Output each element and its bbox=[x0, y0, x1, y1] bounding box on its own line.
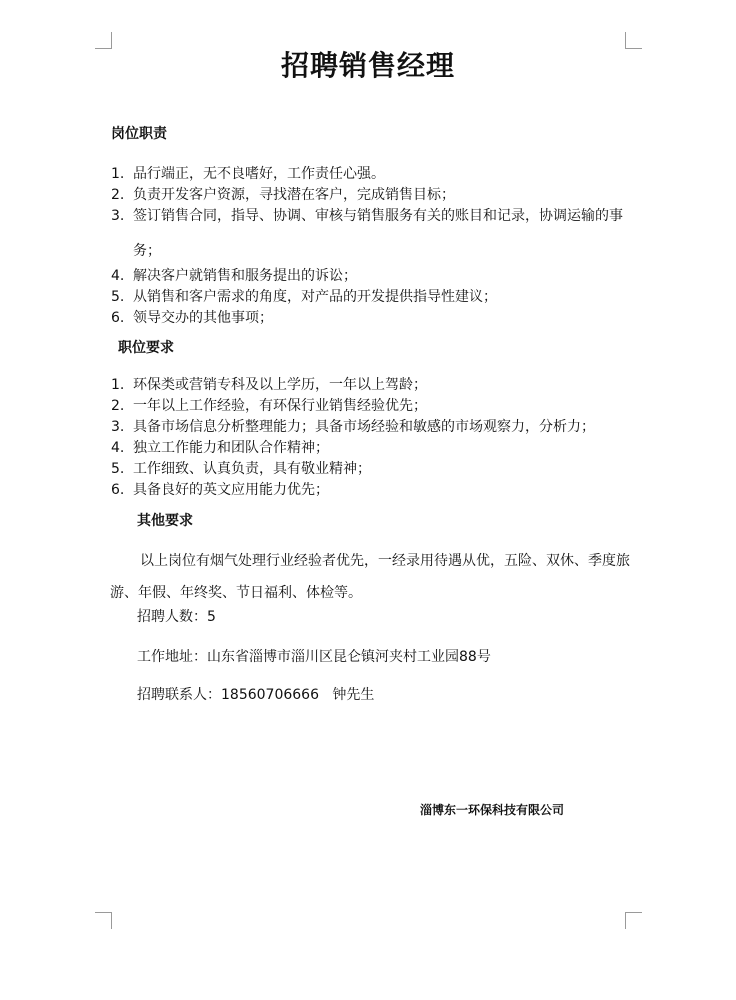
list-item-number: 1. bbox=[111, 377, 125, 393]
list-item-number: 5. bbox=[111, 289, 125, 305]
list-item bbox=[111, 164, 638, 185]
document-title: 招聘销售经理 bbox=[280, 49, 455, 82]
list-item-text: 领导交办的其他事项； bbox=[133, 310, 273, 326]
list-item bbox=[111, 287, 638, 308]
list-item bbox=[111, 266, 638, 287]
section-heading-duties: 岗位职责 bbox=[111, 126, 167, 142]
requirements-list bbox=[111, 375, 595, 501]
list-item-text: 负责开发客户资源，寻找潜在客户，完成销售目标； bbox=[133, 187, 455, 203]
address-line: 工作地址：山东省淄博市淄川区昆仑镇河夹村工业园88号 bbox=[137, 649, 491, 665]
other-requirements-paragraph: 以上岗位有烟气处理行业经验者优先，一经录用待遇从优，五险、双休、季度旅游、年假、年终奖、节日福利、体检等。 bbox=[110, 553, 630, 601]
list-item-text: 一年以上工作经验，有环保行业销售经验优先； bbox=[133, 398, 427, 414]
list-item-text: 从销售和客户需求的角度，对产品的开发提供指导性建议； bbox=[133, 289, 497, 305]
list-item-number: 6. bbox=[111, 310, 125, 326]
list-item-text: 工作细致、认真负责，具有敬业精神； bbox=[133, 461, 371, 477]
contact-line: 招聘联系人：18560706666 钟先生 bbox=[137, 687, 375, 703]
headcount-line: 招聘人数：5 bbox=[137, 609, 216, 625]
list-item-number: 3. bbox=[111, 419, 125, 435]
page-corner-mark-bottom-right bbox=[625, 912, 642, 929]
list-item-text: 品行端正，无不良嗜好，工作责任心强。 bbox=[133, 166, 385, 182]
list-item-number: 2. bbox=[111, 187, 125, 203]
list-item-text: 解决客户就销售和服务提出的诉讼； bbox=[133, 268, 357, 284]
list-item bbox=[111, 438, 595, 459]
duties-list bbox=[111, 164, 638, 329]
company-name: 淄博东一环保科技有限公司 bbox=[420, 803, 565, 817]
list-item-text: 具备良好的英文应用能力优先； bbox=[133, 482, 329, 498]
list-item-number: 6. bbox=[111, 482, 125, 498]
list-item-number: 4. bbox=[111, 268, 125, 284]
list-item-number: 2. bbox=[111, 398, 125, 414]
list-item bbox=[111, 417, 595, 438]
list-item bbox=[111, 199, 638, 269]
list-item-text: 签订销售合同，指导、协调、审核与销售服务有关的账目和记录，协调运输的事务； bbox=[133, 208, 623, 259]
list-item bbox=[111, 396, 595, 417]
section-heading-other: 其他要求 bbox=[137, 513, 193, 529]
list-item-number: 3. bbox=[111, 208, 125, 224]
list-item-number: 1. bbox=[111, 166, 125, 182]
list-item-text: 独立工作能力和团队合作精神； bbox=[133, 440, 329, 456]
page-corner-mark-bottom-left bbox=[95, 912, 112, 929]
list-item bbox=[111, 480, 595, 501]
list-item-number: 4. bbox=[111, 440, 125, 456]
list-item-text: 具备市场信息分析整理能力；具备市场经验和敏感的市场观察力，分析力； bbox=[133, 419, 595, 435]
list-item bbox=[111, 375, 595, 396]
list-item-text: 环保类或营销专科及以上学历，一年以上驾龄； bbox=[133, 377, 427, 393]
list-item bbox=[111, 308, 638, 329]
list-item bbox=[111, 459, 595, 480]
section-heading-requirements: 职位要求 bbox=[118, 340, 174, 356]
list-item-number: 5. bbox=[111, 461, 125, 477]
